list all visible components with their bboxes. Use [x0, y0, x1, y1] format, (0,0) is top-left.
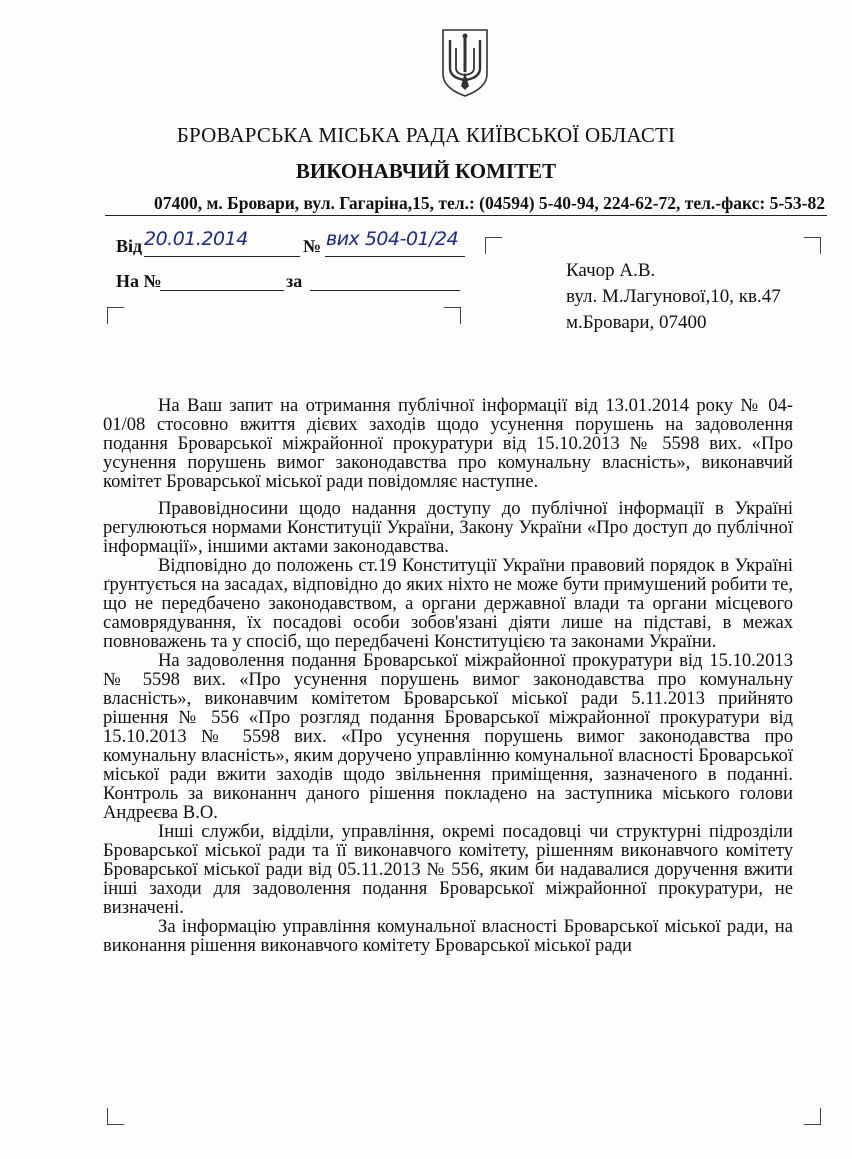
recipient-block: [566, 258, 781, 336]
paragraph: За інформацію управління комунальної власності Броварської міської ради, на виконання рішення виконавчого комітету Броварської міської ради: [103, 916, 793, 956]
from-label: Від: [116, 236, 143, 256]
reference-line: [160, 290, 284, 291]
coat-of-arms-emblem: [440, 28, 490, 98]
corner-mark: [485, 237, 502, 254]
corner-mark: [107, 307, 124, 324]
number-handwritten: вих 504-01/24: [326, 228, 459, 250]
date-handwritten: 20.01.2014: [144, 228, 248, 250]
organization-name: БРОВАРСЬКА МІСЬКА РАДА КИЇВСЬКОЇ ОБЛАСТІ: [176, 123, 676, 147]
number-label: №: [303, 236, 322, 256]
recipient-street: вул. М.Лагунової,10, кв.47: [566, 286, 781, 307]
organization-address: 07400, м. Бровари, вул. Гагаріна,15, тел.: (04594) 5-40-94, 224-62-72, тел.-факс: 5-53-82: [154, 193, 825, 213]
paragraph: Інші служби, відділи, управління, окремі посадовці чи структурні підрозділи Броварської міської ради та її виконавчого комітету, рішенням виконавчого комітету Броварської міської ради від 05.11.2013 № 556, яким би надавалися доручення вжити інші заходи для задоволення подання Броварської міжрайонної прокуратури, не визначені.: [103, 821, 793, 918]
committee-title: ВИКОНАВЧИЙ КОМІТЕТ: [295, 159, 557, 183]
corner-mark: [804, 237, 821, 254]
trident-icon: [440, 28, 490, 98]
paragraph: Правовідносини щодо надання доступу до публічної інформації в Україні регулюються нормами Конституції України, Закону України «Про доступ до публічної інформації», іншими актами законодавства.: [103, 498, 793, 557]
za-label: за: [286, 271, 303, 291]
recipient-name: Качор А.В.: [566, 260, 656, 281]
corner-mark: [804, 1108, 821, 1125]
recipient-city: м.Бровари, 07400: [566, 312, 707, 333]
paragraph: На Ваш запит на отримання публічної інформації від 13.01.2014 року № 04-01/08 стосовно вжиття дієвих заходів щодо усунення порушень на задоволення подання Броварської міжрайонної прокуратури від 15.10.2013 № 5598 вих. «Про усунення порушень вимог законодавства про комунальну власність», виконавчий комітет Броварської міської ради повідомляє наступне.: [103, 395, 793, 492]
date-line: [144, 256, 300, 257]
corner-mark: [107, 1108, 124, 1125]
number-line: [325, 256, 465, 257]
corner-mark: [444, 307, 461, 324]
za-line: [310, 290, 460, 291]
paragraph: На задоволення подання Броварської міжрайонної прокуратури від 15.10.2013 № 5598 вих. «Про усунення порушень вимог законодавства про комунальну власність», виконавчим комітетом Броварської міської ради 5.11.2013 прийнято рішення № 556 «Про розгляд подання Броварської міжрайонної прокуратури від 15.10.2013 № 5598 вих. «Про усунення порушень вимог законодавства про комунальну власність», яким доручено управлінню комунальної власності Броварської міської ради вжити заходів щодо звільнення приміщення, зазначеного в поданні. Контроль за виконаннч даного рішення покладено на заступника міського голови Андреєва В.О.: [103, 650, 793, 823]
reference-label: На №: [116, 271, 162, 291]
letter-body: [103, 396, 793, 955]
paragraph: Відповідно до положень ст.19 Конституції України правовий порядок в Україні ґрунтується на засадах, відповідно до яких ніхто не може бути примушений робити те, що не передбачено законодавством, а органи державної влади та органи місцевого самоврядування, їх посадові особи зобов'язані діяти лише на підставі, в межах повноважень та у спосіб, що передбачені Конституцією та законами України.: [103, 555, 793, 652]
header-rule: [105, 215, 827, 216]
